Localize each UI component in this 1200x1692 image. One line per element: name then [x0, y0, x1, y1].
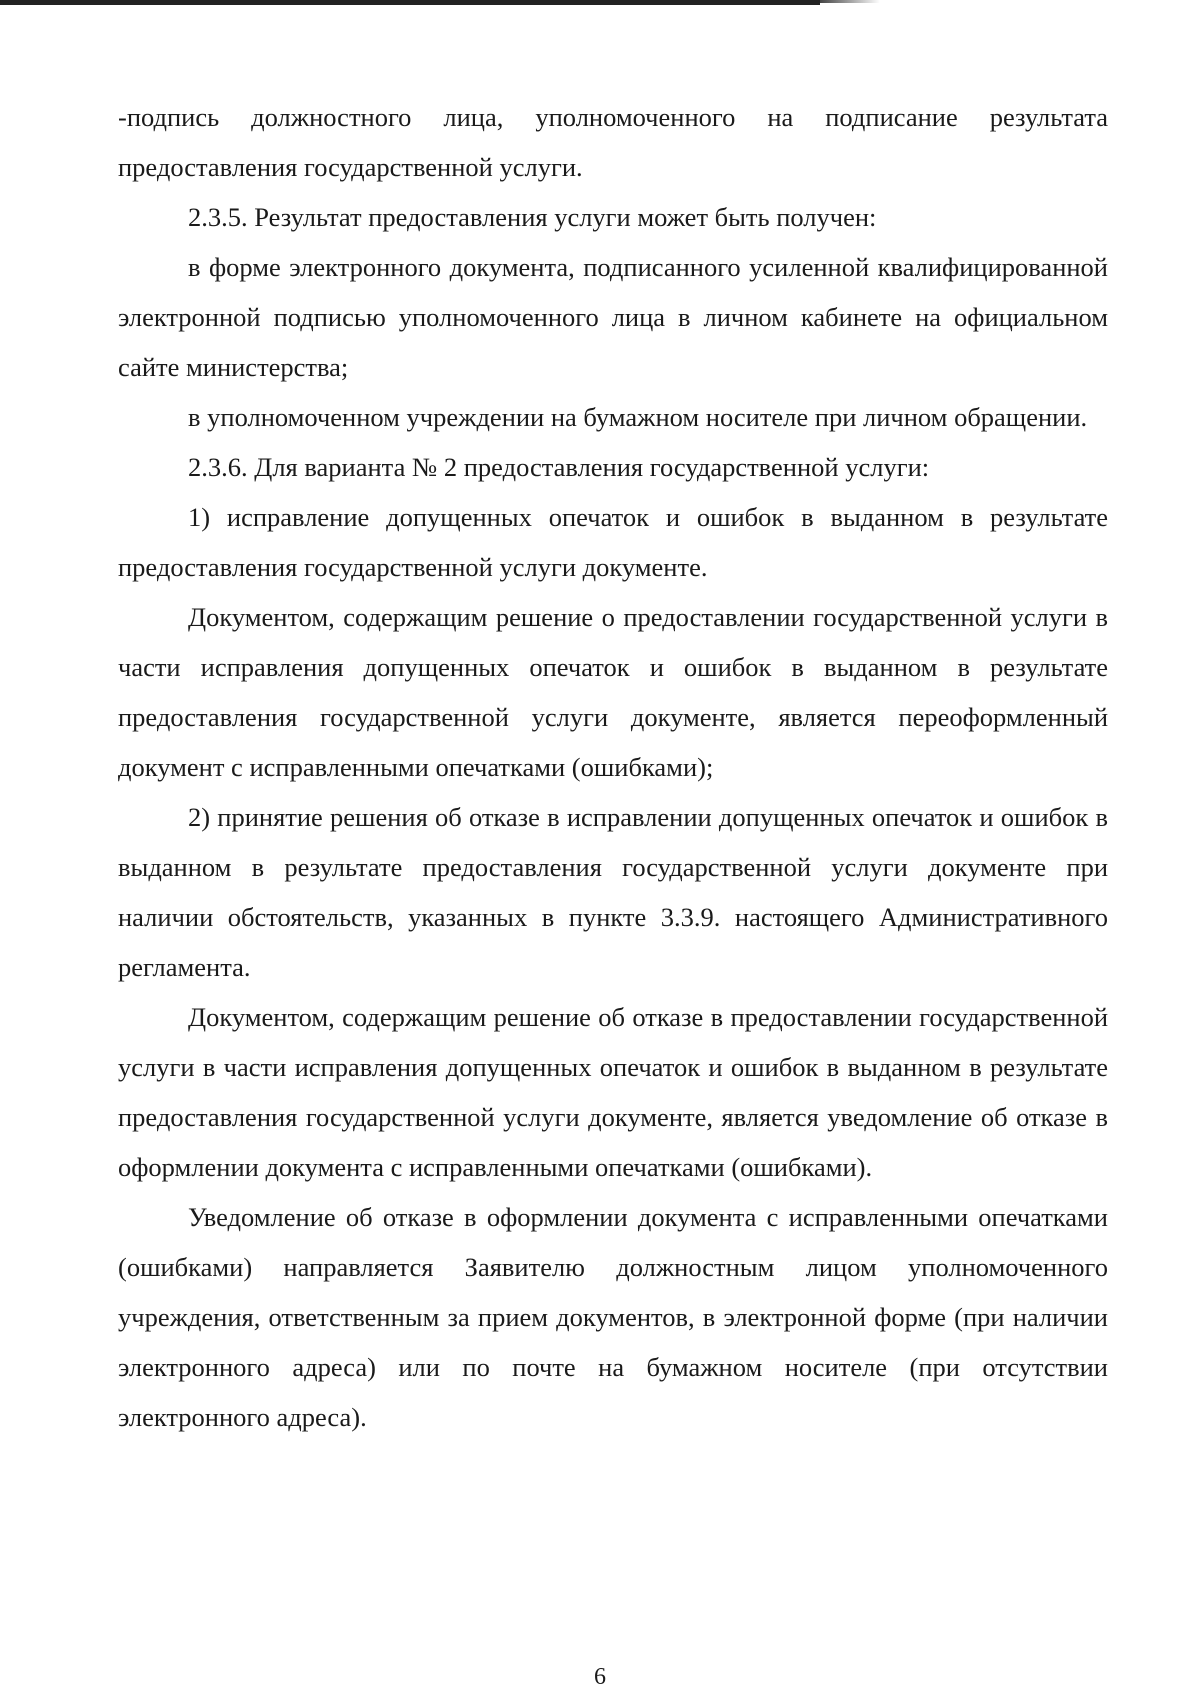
scan-top-edge	[0, 0, 820, 5]
page-number: 6	[594, 1664, 606, 1690]
paragraph-2-3-5: 2.3.5. Результат предоставления услуги может быть получен:	[188, 202, 877, 232]
paragraph-decision-refusal: Документом, содержащим решение об отказе в предоставлении государственной услуги в части исправления допущенных опечаток и ошибок в выданном в результате предоставления государственной услуги документе, является уведомление об отказе в оформлении документа с исправленными опечатками (ошибками).	[118, 1002, 1108, 1182]
document-page	[118, 92, 1108, 1442]
paragraph-item-1: 1) исправление допущенных опечаток и ошибок в выданном в результате предоставления государственной услуги документе.	[118, 502, 1108, 582]
paragraph-signature: -подпись должностного лица, уполномоченного на подписание результата предоставления государственной услуги.	[118, 102, 1108, 182]
paragraph-paper-form: в уполномоченном учреждении на бумажном носителе при личном обращении.	[188, 402, 1088, 432]
paragraph-item-2: 2) принятие решения об отказе в исправлении допущенных опечаток и ошибок в выданном в результате предоставления государственной услуги документе при наличии обстоятельств, указанных в пункте 3.3.9. настоящего Административного регламента.	[118, 802, 1108, 982]
scan-top-edge-fade	[820, 0, 880, 3]
paragraph-electronic-form: в форме электронного документа, подписанного усиленной квалифицированной электронной подписью уполномоченного лица в личном кабинете на официальном сайте министерства;	[118, 252, 1108, 382]
paragraph-decision-provision: Документом, содержащим решение о предоставлении государственной услуги в части исправления допущенных опечаток и ошибок в выданном в результате предоставления государственной услуги документе, является переоформленный документ с исправленными опечатками (ошибками);	[118, 602, 1108, 782]
paragraph-notification: Уведомление об отказе в оформлении документа с исправленными опечатками (ошибками) направляется Заявителю должностным лицом уполномоченного учреждения, ответственным за прием документов, в электронной форме (при наличии электронного адреса) или по почте на бумажном носителе (при отсутствии электронного адреса).	[118, 1202, 1108, 1432]
paragraph-2-3-6: 2.3.6. Для варианта № 2 предоставления государственной услуги:	[188, 452, 930, 482]
